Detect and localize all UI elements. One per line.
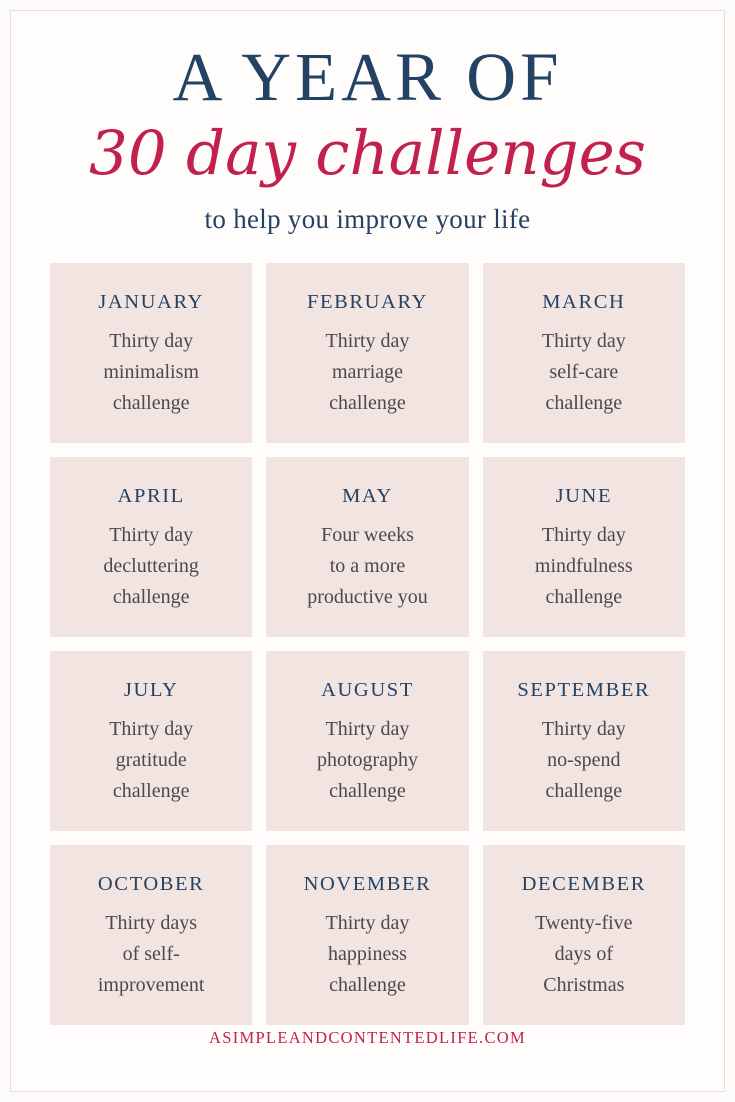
challenge-month: APRIL <box>117 484 185 507</box>
challenge-description: Thirty day mindfulness challenge <box>534 523 633 608</box>
challenge-description: Thirty day marriage challenge <box>325 329 410 414</box>
challenge-cell <box>266 651 468 831</box>
challenge-description: Thirty day photography challenge <box>316 717 419 802</box>
page-title-primary: A YEAR OF <box>172 39 563 115</box>
challenge-month: DECEMBER <box>521 872 647 895</box>
challenge-description: Thirty day happiness challenge <box>325 911 410 996</box>
challenge-description: Thirty day decluttering challenge <box>103 523 199 608</box>
challenge-month: FEBRUARY <box>306 290 428 313</box>
challenge-cell <box>50 845 252 1025</box>
challenge-cell <box>483 651 685 831</box>
challenge-description: Thirty day self-care challenge <box>541 329 626 414</box>
challenge-month: JULY <box>123 678 179 701</box>
challenge-cell <box>483 457 685 637</box>
challenge-cell <box>483 263 685 443</box>
challenge-cell <box>266 845 468 1025</box>
challenge-cell <box>50 651 252 831</box>
challenge-month: MARCH <box>542 290 626 313</box>
challenge-month: AUGUST <box>321 678 414 701</box>
page-title-script: 30 day challenges <box>89 118 646 190</box>
challenge-cell <box>266 457 468 637</box>
challenge-description: Thirty day no-spend challenge <box>541 717 626 802</box>
challenge-description: Thirty day minimalism challenge <box>103 329 199 414</box>
challenge-month: JUNE <box>555 484 613 507</box>
challenge-month: MAY <box>342 484 393 507</box>
challenge-cell <box>50 263 252 443</box>
footer-website-url: ASIMPLEANDCONTENTEDLIFE.COM <box>209 1028 526 1047</box>
page-subtitle: to help you improve your life <box>204 203 531 234</box>
challenge-grid <box>50 263 685 1025</box>
challenge-cell <box>483 845 685 1025</box>
challenge-month: OCTOBER <box>97 872 205 895</box>
poster-content <box>10 10 725 1092</box>
challenge-description: Thirty days of self- improvement <box>97 911 205 996</box>
challenge-month: SEPTEMBER <box>517 678 651 701</box>
footer <box>50 1028 685 1092</box>
challenge-description: Thirty day gratitude challenge <box>109 717 194 802</box>
challenge-month: NOVEMBER <box>303 872 432 895</box>
challenge-description: Four weeks to a more productive you <box>307 523 428 608</box>
challenge-cell <box>50 457 252 637</box>
title-block <box>50 32 685 235</box>
challenge-month: JANUARY <box>98 290 205 313</box>
challenge-description: Twenty-five days of Christmas <box>535 911 633 996</box>
challenge-cell <box>266 263 468 443</box>
